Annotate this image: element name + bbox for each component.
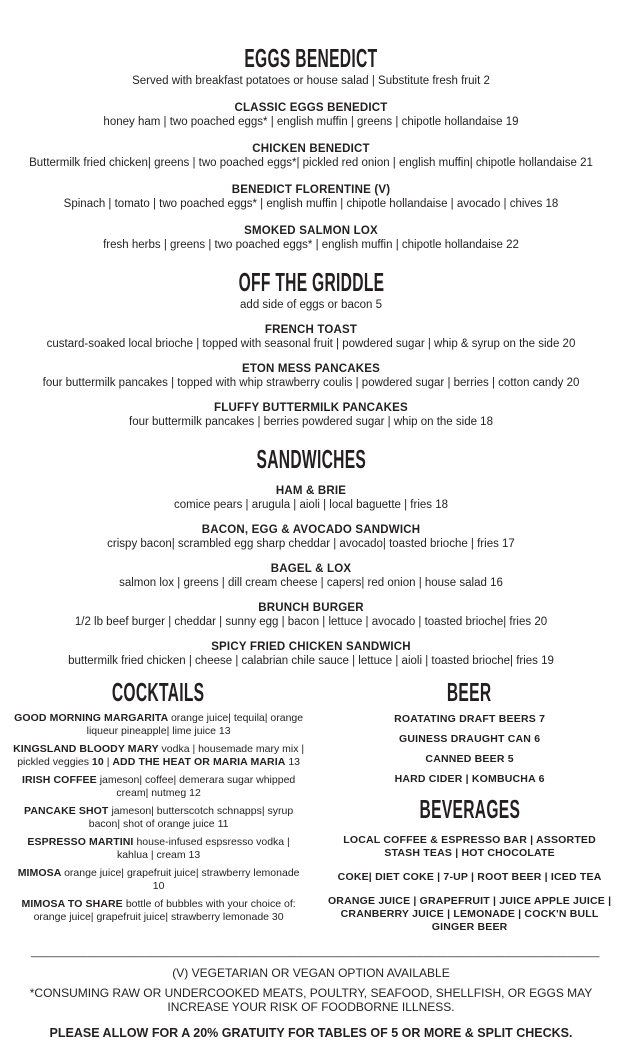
sandwiches-title (0, 445, 622, 473)
section-title-text: COCKTAILS (112, 677, 205, 707)
menu-item (8, 225, 614, 252)
eggs-benedict-title (0, 44, 622, 72)
cocktail-item (13, 774, 305, 799)
beverage-item: ORANGE JUICE | GRAPEFRUIT | JUICE APPLE JUICE | CRANBERRY JUICE | LEMONADE | COCK'N BULL GINGER BEER (327, 895, 612, 933)
cocktail-item-desc: jameson| coffee| demerara sugar whipped cream| nutmeg 12 (99, 774, 296, 799)
sandwiches-items (0, 485, 622, 668)
section-off-the-griddle (0, 268, 622, 429)
menu-item-desc: salmon lox | greens | dill cream cheese | capers| red onion | house salad 16 (119, 577, 503, 589)
footer-note-vegetarian: (V) VEGETARIAN OR VEGAN OPTION AVAILABLE (172, 966, 450, 980)
cocktail-item-desc: orange juice| tequila| orange liqueur pineapple| lime juice 13 (86, 712, 304, 737)
beverages-title (317, 795, 622, 823)
cocktail-item (13, 898, 305, 923)
section-beer (317, 678, 622, 786)
section-title-text: EGGS BENEDICT (244, 43, 378, 73)
menu-item (8, 563, 614, 590)
cocktail-item-desc: orange juice| grapefruit juice| strawberry lemonade 10 (64, 867, 300, 892)
footer-divider: __________________________________________________________________________________________ (31, 946, 600, 958)
beverages-items (317, 834, 622, 934)
section-beverages (317, 795, 622, 934)
cocktail-item-name: KINGSLAND BLOODY MARY (13, 743, 162, 755)
section-cocktails (0, 678, 317, 923)
menu-item-name: FLUFFY BUTTERMILK PANCAKES (214, 402, 408, 414)
cocktail-item-desc: house-infused espsresso vodka | kahlua | cream 13 (116, 836, 290, 861)
beer-item: CANNED BEER 5 (425, 753, 514, 765)
off-the-griddle-title (0, 268, 622, 296)
menu-item-desc: buttermilk fried chicken | cheese | calabrian chile sauce | lettuce | aioli | toasted brioche| fries 19 (68, 655, 554, 667)
cocktails-title (0, 678, 317, 706)
menu-item-desc: fresh herbs | greens | two poached eggs* | english muffin | chipotle hollandaise 22 (103, 239, 519, 251)
menu-item (8, 485, 614, 512)
section-sandwiches (0, 445, 622, 668)
menu-item-name: CLASSIC EGGS BENEDICT (234, 102, 388, 114)
cocktail-item (13, 805, 305, 830)
menu-item-desc: four buttermilk pancakes | topped with whip strawberry coulis | powdered sugar | berries | cotton candy 20 (42, 377, 580, 389)
cocktails-column (0, 678, 317, 923)
cocktail-item-desc: jameson| butterscotch schnapps| syrup bacon| shot of orange juice 11 (88, 805, 294, 830)
menu-item-name: BAGEL & LOX (270, 563, 352, 575)
beer-item: GUINESS DRAUGHT CAN 6 (398, 733, 541, 745)
menu-item-desc: honey ham | two poached eggs* | english muffin | greens | chipotle hollandaise 19 (103, 116, 519, 128)
menu-item (8, 143, 614, 170)
cocktail-item (13, 743, 305, 768)
menu-item (8, 363, 614, 390)
menu-item-name: HAM & BRIE (275, 485, 347, 497)
cocktail-item-desc: 13 (285, 755, 301, 768)
cocktail-item (13, 867, 305, 892)
off-the-griddle-subtitle: add side of eggs or bacon 5 (240, 299, 382, 311)
cocktail-item-name: MIMOSA TO SHARE (21, 898, 126, 910)
menu-item-desc: Buttermilk fried chicken| greens | two poached eggs*| pickled red onion | english muffin| chipotle hollandaise 21 (29, 157, 593, 169)
menu-item (8, 524, 614, 551)
lower-columns (0, 678, 622, 934)
cocktail-item-name: ADD THE HEAT OR MARIA MARIA (112, 755, 286, 768)
cocktail-item (13, 712, 305, 737)
beverage-item: COKE| DIET COKE | 7-UP | ROOT BEER | ICED TEA (337, 871, 602, 883)
cocktail-item-desc: bottle of bubbles with your choice of: orange juice| grapefruit juice| strawberry lemonade 30 (33, 898, 296, 923)
cocktail-item-name: ESPRESSO MARTINI (27, 836, 137, 848)
menu-item-name: BENEDICT FLORENTINE (V) (231, 184, 391, 196)
menu-item-name: CHICKEN BENEDICT (252, 143, 370, 155)
section-title-text: SANDWICHES (256, 444, 366, 474)
menu-item (8, 102, 614, 129)
menu-item-desc: 1/2 lb beef burger | cheddar | sunny egg | bacon | lettuce | avocado | toasted brioche| fries 20 (74, 616, 548, 628)
menu-item (8, 324, 614, 351)
cocktail-item-desc: vodka | housemade mary mix | pickled veggies (17, 743, 305, 768)
beverage-item: LOCAL COFFEE & ESPRESSO BAR | ASSORTED STASH TEAS | HOT CHOCOLATE (343, 834, 596, 859)
menu-item-name: FRENCH TOAST (264, 324, 358, 336)
menu-item (8, 641, 614, 668)
section-title-text: BEER (447, 677, 492, 707)
menu-item-name: SMOKED SALMON LOX (244, 225, 378, 237)
cocktail-item-name: IRISH COFFEE (21, 774, 100, 786)
beer-items (317, 713, 622, 786)
menu-item-name: ETON MESS PANCAKES (241, 363, 380, 375)
menu-item-name: SPICY FRIED CHICKEN SANDWICH (211, 641, 411, 653)
menu-item-name: BRUNCH BURGER (258, 602, 364, 614)
menu-item (8, 402, 614, 429)
footer (0, 946, 622, 1040)
menu-item-desc: crispy bacon| scrambled egg sharp cheddar | avocado| toasted brioche | fries 17 (107, 538, 515, 550)
section-title-text: OFF THE GRIDDLE (238, 267, 384, 297)
menu-item-desc: comice pears | arugula | aioli | local baguette | fries 18 (173, 499, 449, 511)
footer-note-raw-food: *CONSUMING RAW OR UNDERCOOKED MEATS, POULTRY, SEAFOOD, SHELLFISH, OR EGGS MAY INCREASE YOUR RISK OF FOODBORNE ILLNESS. (29, 986, 593, 1014)
beer-beverages-column (317, 678, 622, 934)
cocktail-item-name: MIMOSA (17, 867, 65, 879)
cocktail-item-name: GOOD MORNING MARGARITA (14, 712, 171, 724)
eggs-benedict-subtitle: Served with breakfast potatoes or house salad | Substitute fresh fruit 2 (132, 75, 490, 87)
footer-note-gratuity: PLEASE ALLOW FOR A 20% GRATUITY FOR TABLES OF 5 OR MORE & SPLIT CHECKS. (49, 1026, 573, 1040)
menu-item (8, 602, 614, 629)
cocktail-item-desc: | (103, 755, 113, 768)
cocktail-item-name: PANCAKE SHOT (24, 805, 112, 817)
section-title-text: BEVERAGES (419, 794, 520, 824)
menu-item-desc: Spinach | tomato | two poached eggs* | english muffin | chipotle hollandaise | avocado | chives 18 (63, 198, 559, 210)
off-the-griddle-items (0, 324, 622, 429)
menu-item-name: BACON, EGG & AVOCADO SANDWICH (201, 524, 421, 536)
cocktail-item (13, 836, 305, 861)
beer-item: HARD CIDER | KOMBUCHA 6 (394, 773, 545, 785)
menu-item-desc: custard-soaked local brioche | topped with seasonal fruit | powdered sugar | whip & syrup on the side 20 (46, 338, 576, 350)
beer-title (317, 678, 622, 706)
menu-item-desc: four buttermilk pancakes | berries powdered sugar | whip on the side 18 (129, 416, 493, 428)
cocktail-item-name: 10 (91, 755, 104, 768)
beer-item: ROATATING DRAFT BEERS 7 (394, 713, 546, 725)
menu-item (8, 184, 614, 211)
section-eggs-benedict (0, 44, 622, 252)
cocktails-items (0, 712, 317, 923)
eggs-benedict-items (0, 102, 622, 252)
